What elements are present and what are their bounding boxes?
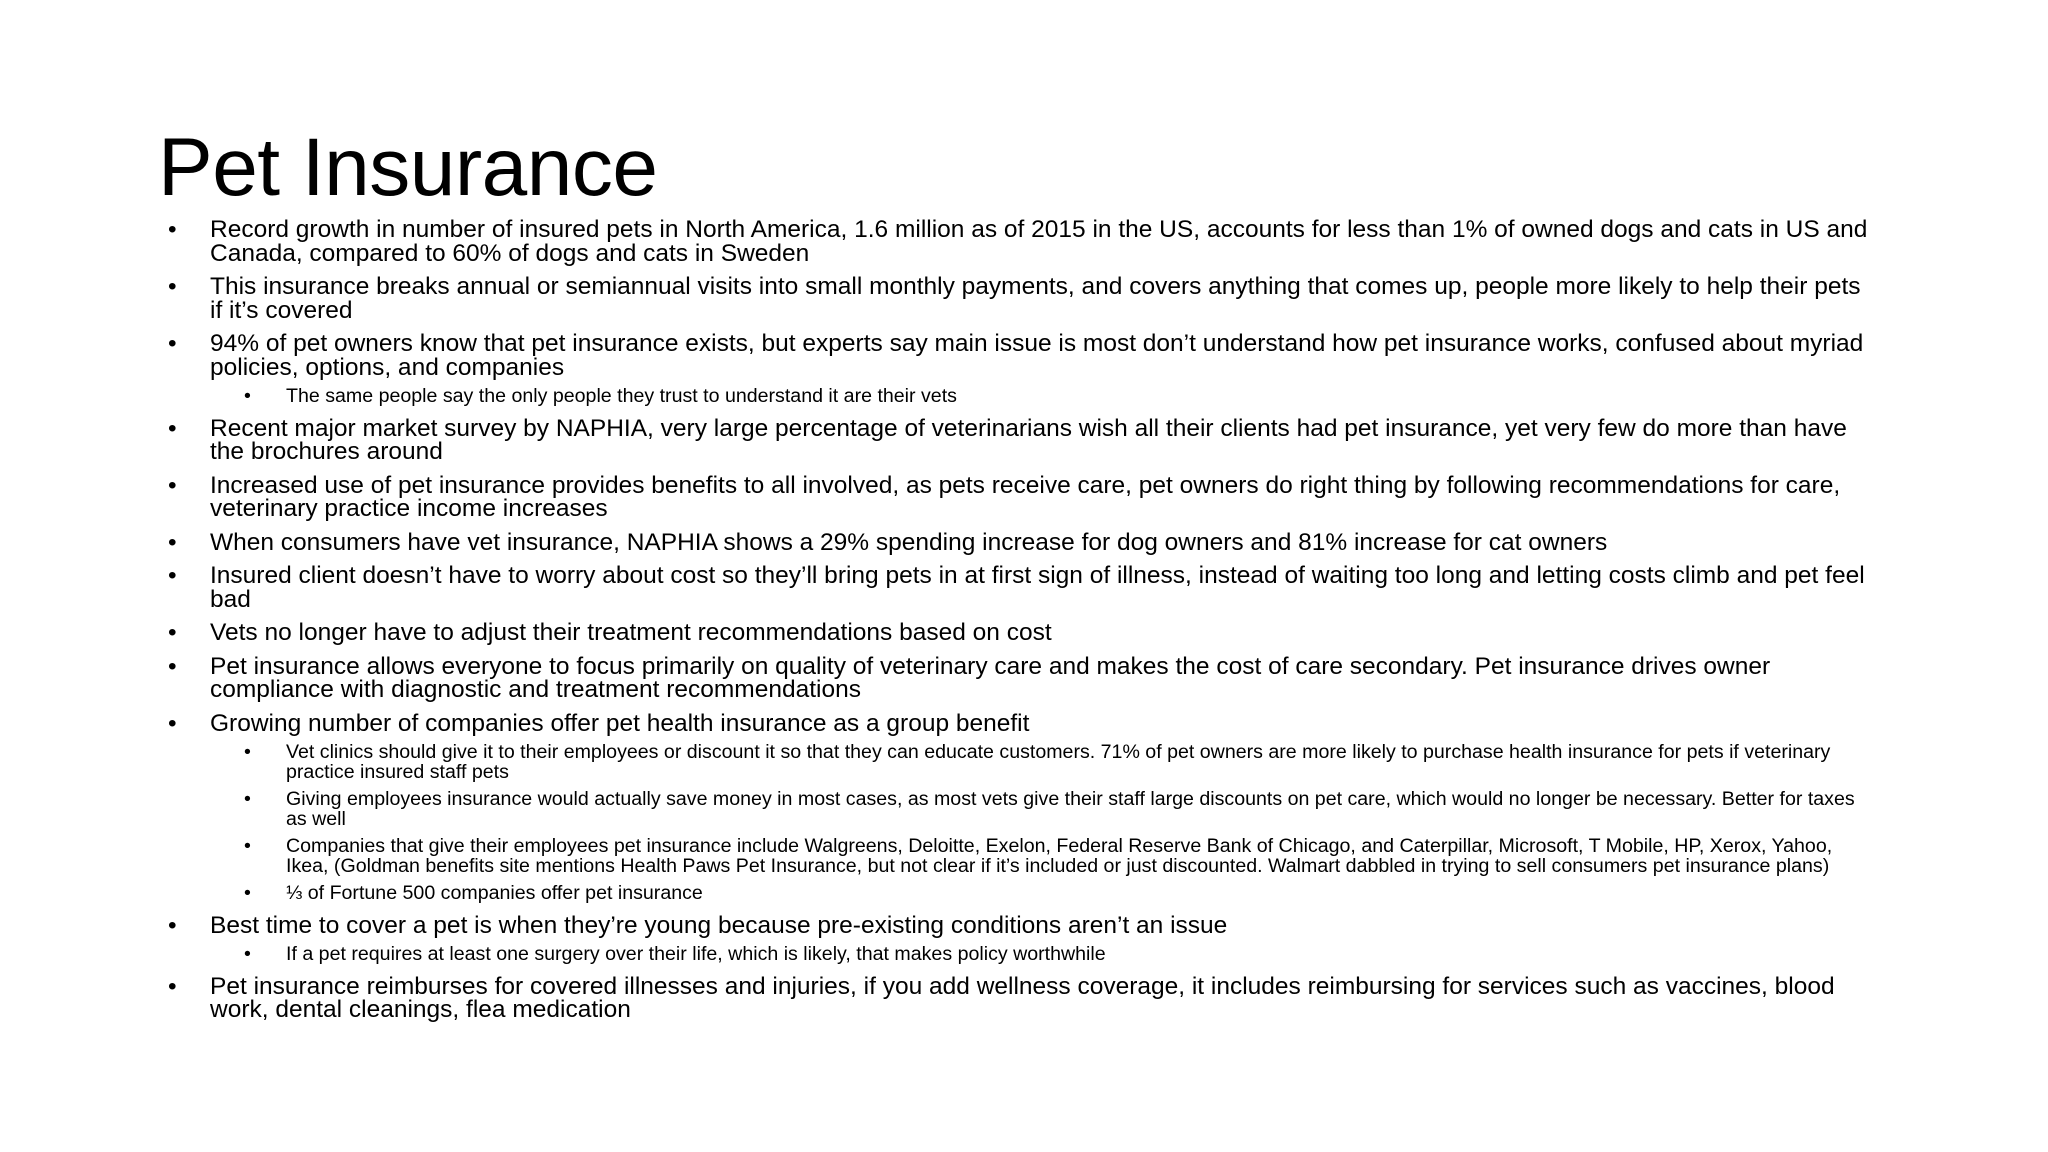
bullet-item <box>158 911 1868 939</box>
bullet-text: Record growth in number of insured pets in North America, 1.6 million as of 2015 in the US, accounts for less than 1% of owned dogs and cats in US and Canada, compared to 60% of dogs and cats in Sweden <box>210 216 1868 267</box>
bullet-marker: • <box>168 619 177 646</box>
sub-bullet-item <box>158 945 1868 965</box>
bullet-marker: • <box>168 911 177 939</box>
bullet-marker: • <box>244 788 251 810</box>
bullet-text: Pet insurance reimburses for covered illnesses and injuries, if you add wellness coverage, it includes reimbursing for services such as vaccines, blood work, dental cleanings, flea medication <box>210 972 1835 1023</box>
bullet-marker: • <box>168 562 177 589</box>
bullet-text: The same people say the only people they trust to understand it are their vets <box>286 385 957 407</box>
bullet-marker: • <box>244 385 251 407</box>
bullet-item <box>158 621 1868 645</box>
bullet-text: Pet insurance allows everyone to focus primarily on quality of veterinary care and makes the cost of care secondary. Pet insurance drives owner compliance with diagnostic and treatment recommendations <box>210 652 1771 703</box>
bullet-text: Increased use of pet insurance provides benefits to all involved, as pets receive care, pet owners do right thing by following recommendations for care, veterinary practice income increases <box>210 471 1841 522</box>
bullet-text: ⅓ of Fortune 500 companies offer pet insurance <box>286 882 703 904</box>
bullet-marker: • <box>244 943 251 965</box>
sub-bullet-item <box>158 790 1868 829</box>
bullet-item <box>158 652 1868 703</box>
bullet-item <box>158 414 1868 465</box>
bullet-text: Insured client doesn’t have to worry about cost so they’ll bring pets in at first sign of illness, instead of waiting too long and letting costs climb and pet feel bad <box>210 562 1865 613</box>
bullet-text: Vet clinics should give it to their employees or discount it so that they can educate customers. 71% of pet owners are more likely to purchase health insurance for pets if veterinary practice insured staff pets <box>286 741 1831 783</box>
slide-content <box>158 218 1868 1022</box>
sub-bullet-item <box>158 387 1868 407</box>
bullet-text: When consumers have vet insurance, NAPHIA shows a 29% spending increase for dog owners and 81% increase for cat owners <box>210 528 1608 556</box>
bullet-marker: • <box>168 972 177 1000</box>
bullet-text: Recent major market survey by NAPHIA, very large percentage of veterinarians wish all their clients had pet insurance, yet very few do more than have the brochures around <box>210 414 1847 465</box>
bullet-marker: • <box>244 882 251 904</box>
bullet-marker: • <box>168 216 177 243</box>
bullet-list <box>158 218 1868 1022</box>
sub-bullet-item <box>158 743 1868 782</box>
bullet-marker: • <box>168 330 177 357</box>
bullet-text: Giving employees insurance would actually save money in most cases, as most vets give their staff large discounts on pet care, which would no longer be necessary. Better for taxes as well <box>286 788 1855 830</box>
sub-bullet-item <box>158 837 1868 876</box>
bullet-text: If a pet requires at least one surgery over their life, which is likely, that makes policy worthwhile <box>286 943 1106 965</box>
bullet-text: 94% of pet owners know that pet insurance exists, but experts say main issue is most don’t understand how pet insurance works, confused about myriad policies, options, and companies <box>210 330 1864 381</box>
bullet-text: Vets no longer have to adjust their treatment recommendations based on cost <box>210 619 1052 646</box>
bullet-item <box>158 972 1868 1023</box>
bullet-item <box>158 528 1868 556</box>
slide-title: Pet Insurance <box>158 122 658 213</box>
bullet-marker: • <box>168 528 177 556</box>
bullet-item <box>158 709 1868 737</box>
bullet-item <box>158 218 1868 265</box>
bullet-marker: • <box>168 709 177 737</box>
bullet-marker: • <box>244 741 251 763</box>
sub-bullet-item <box>158 884 1868 904</box>
bullet-text: Growing number of companies offer pet health insurance as a group benefit <box>210 709 1030 737</box>
bullet-marker: • <box>168 471 177 499</box>
bullet-text: Best time to cover a pet is when they’re young because pre-existing conditions aren’t an issue <box>210 911 1228 939</box>
bullet-marker: • <box>168 652 177 680</box>
bullet-item <box>158 564 1868 611</box>
bullet-item <box>158 275 1868 322</box>
bullet-text: This insurance breaks annual or semiannual visits into small monthly payments, and covers anything that comes up, people more likely to help their pets if it’s covered <box>210 273 1861 324</box>
bullet-marker: • <box>168 273 177 300</box>
bullet-text: Companies that give their employees pet insurance include Walgreens, Deloitte, Exelon, Federal Reserve Bank of Chicago, and Caterpillar, Microsoft, T Mobile, HP, Xerox, Yahoo, Ikea, (Goldman benefits site mentions Health Paws Pet Insurance, but not clear if it’s included or just discounted. Walmart dabbled in trying to sell consumers pet insurance plans) <box>286 835 1833 877</box>
bullet-marker: • <box>168 414 177 442</box>
bullet-marker: • <box>244 835 251 857</box>
bullet-item <box>158 332 1868 379</box>
bullet-item <box>158 471 1868 522</box>
